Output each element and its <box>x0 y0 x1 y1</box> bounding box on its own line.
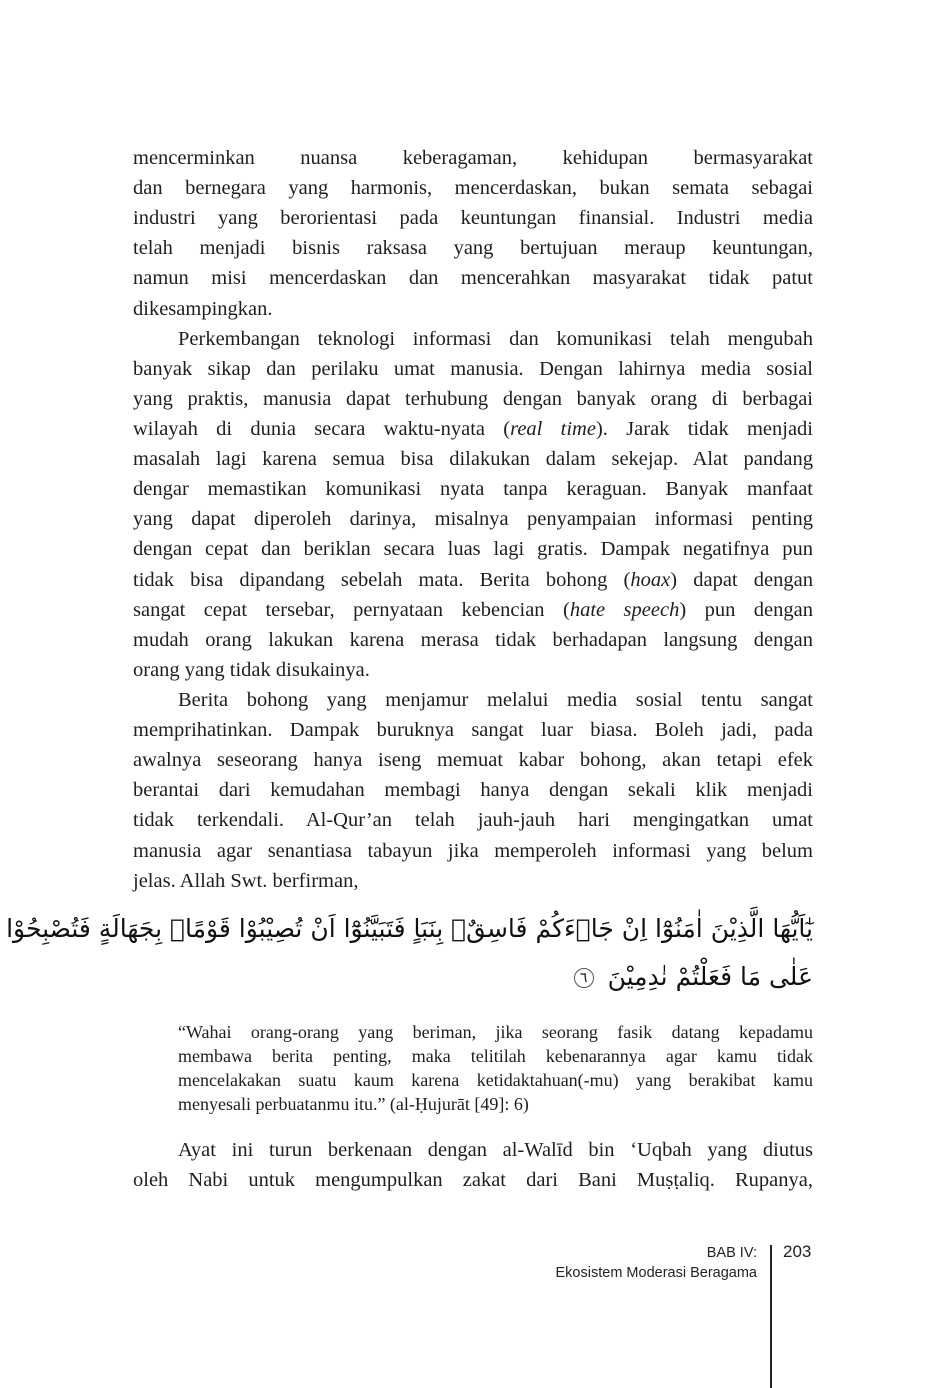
text-segment: Perkembangan teknologi informasi dan komunikasi telah mengubah <box>178 327 813 350</box>
text-segment: manusia agar senantiasa tabayun jika memperoleh informasi yang belum <box>133 839 813 862</box>
text-segment: dikesampingkan. <box>133 297 273 320</box>
text-segment: orang yang tidak disukainya. <box>133 658 370 681</box>
text-segment: ). Jarak tidak menjadi <box>595 417 814 440</box>
text-line <box>133 775 813 805</box>
text-line <box>133 384 813 414</box>
text-line <box>133 474 813 504</box>
text-segment: ) dapat dengan <box>670 568 813 591</box>
text-line <box>133 805 813 835</box>
text-segment: dengan cepat dan beriklan secara luas lagi gratis. Dampak negatifnya pun <box>133 538 813 561</box>
text-line <box>133 625 813 655</box>
text-line <box>133 504 813 534</box>
chapter-title: Ekosistem Moderasi Beragama <box>555 1265 757 1281</box>
text-line <box>133 444 813 474</box>
text-segment: dan bernegara yang harmonis, mencerdaskan, bukan semata sebagai <box>133 177 813 200</box>
translation-line: “Wahai orang-orang yang beriman, jika seorang fasik datang kepadamu <box>178 1022 813 1042</box>
text-segment: wilayah di dunia secara waktu-nyata ( <box>133 417 511 440</box>
italic-term: real time <box>510 417 596 440</box>
text-line <box>133 715 813 745</box>
text-line <box>133 203 813 233</box>
text-segment: tidak bisa dipandang sebelah mata. Berita bohong ( <box>133 568 631 591</box>
italic-term: hoax <box>630 568 671 591</box>
text-line <box>133 655 813 685</box>
text-segment: jelas. Allah Swt. berfirman, <box>133 869 359 892</box>
text-line <box>133 294 813 324</box>
footer-divider <box>770 1245 772 1388</box>
text-segment: memprihatinkan. Dampak buruknya sangat luar biasa. Boleh jadi, pada <box>133 719 813 742</box>
text-line <box>133 866 813 896</box>
page-number: 203 <box>783 1242 812 1261</box>
text-line <box>133 534 813 564</box>
text-segment: mencerminkan nuansa keberagaman, kehidupan bermasyarakat <box>133 147 813 169</box>
text-line <box>133 685 813 715</box>
text-line <box>133 143 813 173</box>
arabic-text: عَلٰى مَا فَعَلْتُمْ نٰدِمِيْنَ <box>607 962 813 991</box>
text-line <box>133 565 813 595</box>
text-segment: berantai dari kemudahan membagi hanya dengan sekali klik menjadi <box>133 779 813 802</box>
running-footer <box>556 1243 757 1283</box>
text-line: oleh Nabi untuk mengumpulkan zakat dari Bani Muṣṭaliq. Rupanya, <box>133 1169 813 1192</box>
text-segment: sangat cepat tersebar, pernyataan kebencian ( <box>133 598 570 621</box>
translation-line: mencelakakan suatu kaum karena ketidaktahuan(-mu) yang berakibat kamu <box>178 1070 813 1090</box>
text-segment: awalnya seseorang hanya iseng memuat kabar bohong, akan tetapi efek <box>133 749 813 772</box>
text-line <box>133 173 813 203</box>
text-segment: telah menjadi bisnis raksasa yang bertujuan meraup keuntungan, <box>133 237 813 260</box>
text-segment: namun misi mencerdaskan dan mencerahkan masyarakat tidak patut <box>133 267 813 290</box>
text-line <box>133 836 813 866</box>
text-line <box>133 595 813 625</box>
text-segment: yang dapat diperoleh darinya, misalnya penyampaian informasi penting <box>133 508 813 531</box>
text-segment: ) pun dengan <box>679 598 813 621</box>
text-segment: yang praktis, manusia dapat terhubung dengan banyak orang di berbagai <box>133 387 813 410</box>
text-segment: Berita bohong yang menjamur melalui media sosial tentu sangat <box>178 688 813 711</box>
italic-term: hate speech <box>569 598 680 621</box>
translation-line: menyesali perbuatanmu itu.” (al-Ḥujurāt [49]: 6) <box>178 1094 529 1114</box>
body-text <box>133 143 813 896</box>
quran-verse-arabic-line-1: يٰٓاَيُّهَا الَّذِيْنَ اٰمَنُوْٓا اِنْ جَاۤءَكُمْ فَاسِقٌۢ بِنَبَاٍ فَتَبَيَّنُوْٓا اَنْ تُصِيْبُوْا قَوْمًاۢ بِجَهَالَةٍ فَتُصْبِحُوْا <box>6 914 813 943</box>
text-segment: industri yang berorientasi pada keuntungan finansial. Industri media <box>133 207 813 230</box>
text-segment: mudah orang lakukan karena merasa tidak berhadapan langsung dengan <box>133 628 813 651</box>
text-segment: tidak terkendali. Al-Qur’an telah jauh-jauh hari mengingatkan umat <box>133 809 813 832</box>
text-line: Ayat ini turun berkenaan dengan al-Walīd bin ‘Uqbah yang diutus <box>178 1139 813 1161</box>
text-line <box>133 263 813 293</box>
text-line <box>133 414 813 444</box>
text-line <box>133 354 813 384</box>
chapter-label: BAB IV: <box>706 1245 757 1261</box>
text-line <box>133 324 813 354</box>
text-line <box>133 233 813 263</box>
verse-translation <box>178 1020 813 1116</box>
text-segment: dengar memastikan komunikasi nyata tanpa keraguan. Banyak manfaat <box>133 478 813 501</box>
text-line <box>133 745 813 775</box>
translation-line: membawa berita penting, maka telitilah kebenarannya agar kamu tidak <box>178 1046 813 1066</box>
closing-paragraph <box>133 1135 813 1195</box>
text-segment: banyak sikap dan perilaku umat manusia. Dengan lahirnya media sosial <box>133 357 813 380</box>
ayah-number-marker: ٦ <box>574 968 594 988</box>
text-segment: masalah lagi karena semua bisa dilakukan dalam sekejap. Alat pandang <box>133 448 813 471</box>
quran-verse-arabic-line-2 <box>133 962 813 991</box>
